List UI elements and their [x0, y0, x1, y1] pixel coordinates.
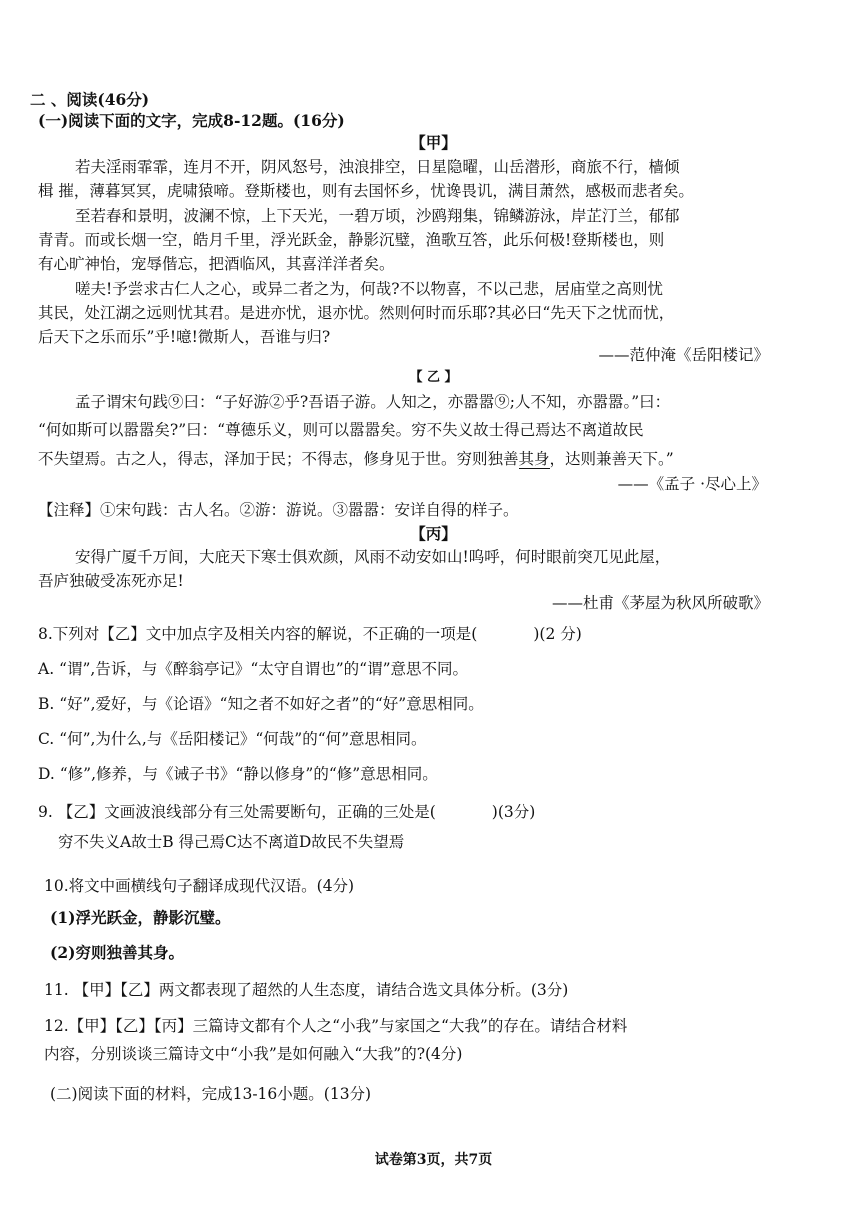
q8-option-c: C. “何”,为什么,与《岳阳楼记》“何哉”的“何”意思相同。: [38, 730, 427, 748]
q8-option-d: D. “修”,修养，与《诫子书》“静以修身”的“修”意思相同。: [38, 765, 438, 783]
yi-line2: “何如斯可以嚣嚣矣?”曰：“尊德乐义，则可以嚣嚣矣。穷不失义故士得己焉达不离道故民: [38, 421, 644, 439]
yi-underlined-phrase: 其身: [518, 450, 550, 468]
jia-p3-line3: 后天下之乐而乐”乎!噫!微斯人，吾谁与归?: [38, 328, 331, 346]
q8-option-a: A. “谓”,告诉，与《醉翁亭记》“太守自谓也”的“谓”意思不同。: [38, 660, 469, 678]
q8-stem-part2: )(2 分): [533, 625, 582, 643]
q10-stem: 10.将文中画横线句子翻译成现代汉语。(4分): [44, 877, 355, 895]
jia-p2-line2: 青青。而或长烟一空，皓月千里，浮光跃金，静影沉璧，渔歌互答，此乐何极!登斯楼也，则: [38, 231, 665, 249]
bing-line1: 安得广厦千万间，大庇天下寒士俱欢颜，风雨不动安如山!呜呼，何时眼前突兀见此屋，: [75, 548, 671, 566]
jia-source: ——范仲淹《岳阳楼记》: [598, 346, 769, 364]
section-title: 二 、阅读(46分): [30, 90, 150, 109]
yi-line3-text: 不失望焉。古之人，得志，泽加于民；不得志，修身见于世。穷则独善: [38, 450, 519, 468]
part1-heading: (一)阅读下面的文字，完成8-12题。(16分): [38, 111, 345, 130]
q10-sentence1: (1)浮光跃金，静影沉璧。: [50, 908, 231, 927]
yi-note: 【注释】①宋句践：古人名。②游：游说。③嚣嚣：安详自得的样子。: [38, 501, 519, 519]
part2-heading: (二)阅读下面的材料，完成13-16小题。(13分): [50, 1085, 372, 1103]
q12-line1: 12.【甲】【乙】【丙】三篇诗文都有个人之“小我”与家国之“大我”的存在。请结合材料: [44, 1017, 628, 1035]
yi-source: ——《孟子 ·尽心上》: [617, 475, 767, 493]
q8-stem-part1: 8.下列对【乙】文中加点字及相关内容的解说，不正确的一项是(: [38, 625, 478, 643]
page-footer: 试卷第3页，共7页: [374, 1152, 493, 1168]
q8-option-b: B. “好”,爱好，与《论语》“知之者不如好之者”的“好”意思相同。: [38, 695, 484, 713]
jia-p3-line2: 其民，处江湖之远则忧其君。是进亦忧，退亦忧。然则何时而乐耶?其必曰“先天下之忧而忧，: [38, 304, 675, 322]
q12-line2: 内容，分别谈谈三篇诗文中“小我”是如何融入“大我”的?(4分): [44, 1045, 463, 1063]
jia-p2-line3: 有心旷神怡，宠辱偕忘，把酒临风，其喜洋洋者矣。: [38, 255, 395, 273]
jia-p2-line1: 至若春和景明，波澜不惊，上下天光，一碧万顷，沙鸥翔集，锦鳞游泳，岸芷汀兰，郁郁: [75, 207, 680, 225]
jia-p1-line1: 若夫淫雨霏霏，连月不开，阴风怒号，浊浪排空，日星隐曜，山岳潜形，商旅不行，樯倾: [75, 158, 680, 176]
yi-line3: [38, 449, 674, 469]
bing-line2: 吾庐独破受冻死亦足!: [38, 572, 184, 590]
q10-sentence2: (2)穷则独善其身。: [50, 943, 184, 962]
jia-p1-line2: 楫 摧，薄暮冥冥，虎啸猿啼。登斯楼也，则有去国怀乡，忧谗畏讥，满目萧然，感极而悲者矣。: [38, 182, 694, 200]
jia-p3-line1: 嗟夫!予尝求古仁人之心，或异二者之为，何哉?不以物喜，不以己悲，居庙堂之高则忧: [75, 280, 664, 298]
jia-heading: 【甲】: [410, 133, 457, 152]
q9-stem: [38, 802, 535, 822]
bing-heading: 【丙】: [410, 524, 457, 543]
q11-stem: 11. 【甲】【乙】两文都表现了超然的人生态度，请结合选文具体分析。(3分): [44, 981, 569, 999]
yi-heading: 【 乙 】: [409, 370, 458, 385]
q8-stem: [38, 624, 582, 644]
bing-source: ——杜甫《茅屋为秋风所破歌》: [551, 594, 769, 612]
q9-stem-part2: )(3分): [491, 803, 536, 821]
q9-text: 穷不失义A故士B 得己焉C达不离道D故民不失望焉: [58, 833, 405, 851]
q9-stem-part1: 9. 【乙】文画波浪线部分有三处需要断句，正确的三处是(: [38, 803, 436, 821]
yi-line1: 孟子谓宋句践⑨曰：“子好游②乎?吾语子游。人知之，亦嚣嚣⑨;人不知，亦嚣嚣。”曰：: [75, 393, 671, 411]
yi-line3-tail: ，达则兼善天下。”: [549, 450, 674, 468]
